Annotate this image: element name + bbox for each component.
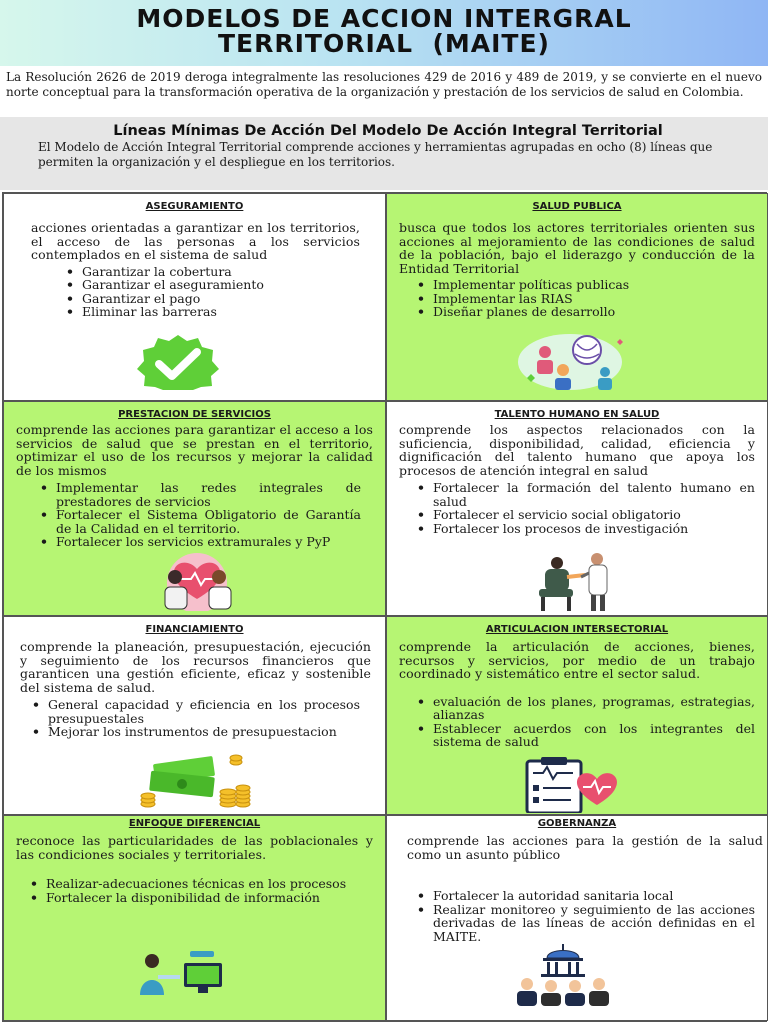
list-item: • Establecer acuerdos con los integrantes del sistema de salud bbox=[415, 722, 755, 749]
cell-talento bbox=[386, 401, 768, 616]
cell-description: reconoce las particularidades de las poblacionales y las condiciones sociales y territoriales. bbox=[16, 833, 373, 862]
cell-financiamiento bbox=[3, 616, 386, 815]
clipboard-heart-icon bbox=[523, 757, 623, 813]
check-badge-icon bbox=[129, 334, 227, 390]
list-item: • Implementar las RIAS bbox=[415, 292, 747, 306]
cell-list bbox=[415, 695, 755, 749]
cell-title: SALUD PUBLICA bbox=[532, 201, 622, 212]
page-title bbox=[0, 0, 768, 56]
public-health-icon bbox=[515, 330, 625, 392]
intro-paragraph: La Resolución 2626 de 2019 deroga integralmente las resoluciones 429 de 2016 y 489 de 2019, y se convierte en el nuevo norte conceptual para la transformación operativa de la organización y prestación de los servicios de salud en Colombia. bbox=[6, 70, 762, 99]
cell-description: acciones orientadas a garantizar en los territorios, el acceso de las personas a los servicios contemplados en el sistema de salud bbox=[31, 220, 360, 262]
list-item: • Fortalecer los servicios extramurales y PyP bbox=[38, 535, 361, 549]
title-line-2: TERRITORIAL (MAITE) bbox=[218, 29, 550, 58]
cell-title: ASEGURAMIENTO bbox=[145, 201, 244, 212]
list-item: • Realizar-adecuaciones técnicas en los procesos bbox=[28, 877, 355, 891]
cell-title: ARTICULACION INTERSECTORIAL bbox=[485, 624, 669, 635]
list-item: • Diseñar planes de desarrollo bbox=[415, 305, 747, 319]
list-item: • evaluación de los planes, programas, estrategias, alianzas bbox=[415, 695, 755, 722]
lines-grid bbox=[2, 192, 767, 1022]
money-icon bbox=[140, 750, 252, 812]
list-item: • Eliminar las barreras bbox=[64, 305, 365, 319]
government-people-icon bbox=[513, 944, 613, 1006]
list-item: • Fortalecer la formación del talento humano en salud bbox=[415, 481, 755, 508]
cell-prestacion bbox=[3, 401, 386, 616]
cell-list bbox=[28, 877, 355, 904]
vaccination-icon bbox=[527, 549, 627, 611]
cell-description: busca que todos los actores territoriales orienten sus acciones al mejoramiento de las condiciones de salud de la población, bajo el liderazgo y conducción de la Entidad Territorial bbox=[399, 220, 755, 276]
cell-description: comprende la planeación, presupuestación, ejecución y seguimiento de los recursos financieros que garanticen una gestión eficiente, eficaz y sostenible del sistema de salud. bbox=[20, 639, 371, 695]
cell-gobernanza bbox=[386, 815, 768, 1021]
lineas-description: El Modelo de Acción Integral Territorial comprende acciones y herramientas agrupadas en ocho (8) líneas que permiten la organización y el despliegue en los territorios. bbox=[38, 140, 713, 169]
lineas-title: Líneas Mínimas De Acción Del Modelo De Acción Integral Territorial bbox=[113, 123, 663, 139]
list-item: • Implementar las redes integrales de prestadores de servicios bbox=[38, 481, 361, 508]
list-item: • General capacidad y eficiencia en los procesos presupuestales bbox=[30, 698, 360, 725]
list-item: • Garantizar la cobertura bbox=[64, 265, 365, 279]
cell-title: PRESTACION DE SERVICIOS bbox=[118, 409, 271, 420]
list-item: • Realizar monitoreo y seguimiento de las acciones derivadas de las líneas de acción definidas en el MAITE. bbox=[415, 903, 755, 944]
title-line-1: MODELOS DE ACCION INTERGRAL bbox=[136, 4, 632, 33]
cell-title: ENFOQUE DIFERENCIAL bbox=[128, 818, 261, 829]
cell-description: comprende las acciones para garantizar el acceso a los servicios de salud que se prestan en el territorio, optimizar el uso de los recursos y mejorar la calidad de los mismos bbox=[16, 422, 373, 478]
lineas-section bbox=[0, 117, 768, 190]
list-item: • Mejorar los instrumentos de presupuestacion bbox=[30, 725, 360, 739]
cell-enfoque bbox=[3, 815, 386, 1021]
list-item: • Garantizar el aseguramiento bbox=[64, 278, 365, 292]
list-item: • Garantizar el pago bbox=[64, 292, 365, 306]
cell-list bbox=[64, 265, 365, 319]
telehealth-icon bbox=[134, 951, 228, 995]
list-item: • Fortalecer el Sistema Obligatorio de Garantía de la Calidad en el territorio. bbox=[38, 508, 361, 535]
cell-list bbox=[30, 698, 360, 739]
cell-aseguramiento bbox=[3, 193, 386, 401]
list-item: • Fortalecer la autoridad sanitaria local bbox=[415, 889, 755, 903]
list-item: • Implementar políticas publicas bbox=[415, 278, 747, 292]
cell-list bbox=[38, 481, 361, 549]
cell-articulacion bbox=[386, 616, 768, 815]
list-item: • Fortalecer el servicio social obligatorio bbox=[415, 508, 755, 522]
patient-care-icon bbox=[147, 549, 247, 611]
cell-title: FINANCIAMIENTO bbox=[145, 624, 244, 635]
cell-title: GOBERNANZA bbox=[537, 818, 617, 829]
cell-list bbox=[415, 889, 755, 943]
cell-salud-publica bbox=[386, 193, 768, 401]
cell-description: comprende las acciones para la gestión de la salud como un asunto público bbox=[407, 833, 763, 862]
list-item: • Fortalecer los procesos de investigación bbox=[415, 522, 755, 536]
list-item: • Fortalecer la disponibilidad de información bbox=[28, 891, 355, 905]
cell-description: comprende los aspectos relacionados con la suficiencia, disponibilidad, calidad, eficiencia y dignificación del talento humano que apoya los procesos de atención integral en salud bbox=[399, 422, 755, 478]
cell-description: comprende la articulación de acciones, bienes, recursos y servicios, por medio de un trabajo coordinado y sistemático entre el sector salud. bbox=[399, 639, 755, 681]
cell-title: TALENTO HUMANO EN SALUD bbox=[494, 409, 660, 420]
cell-list bbox=[415, 481, 755, 535]
cell-list bbox=[415, 278, 747, 319]
page-header bbox=[0, 0, 768, 66]
